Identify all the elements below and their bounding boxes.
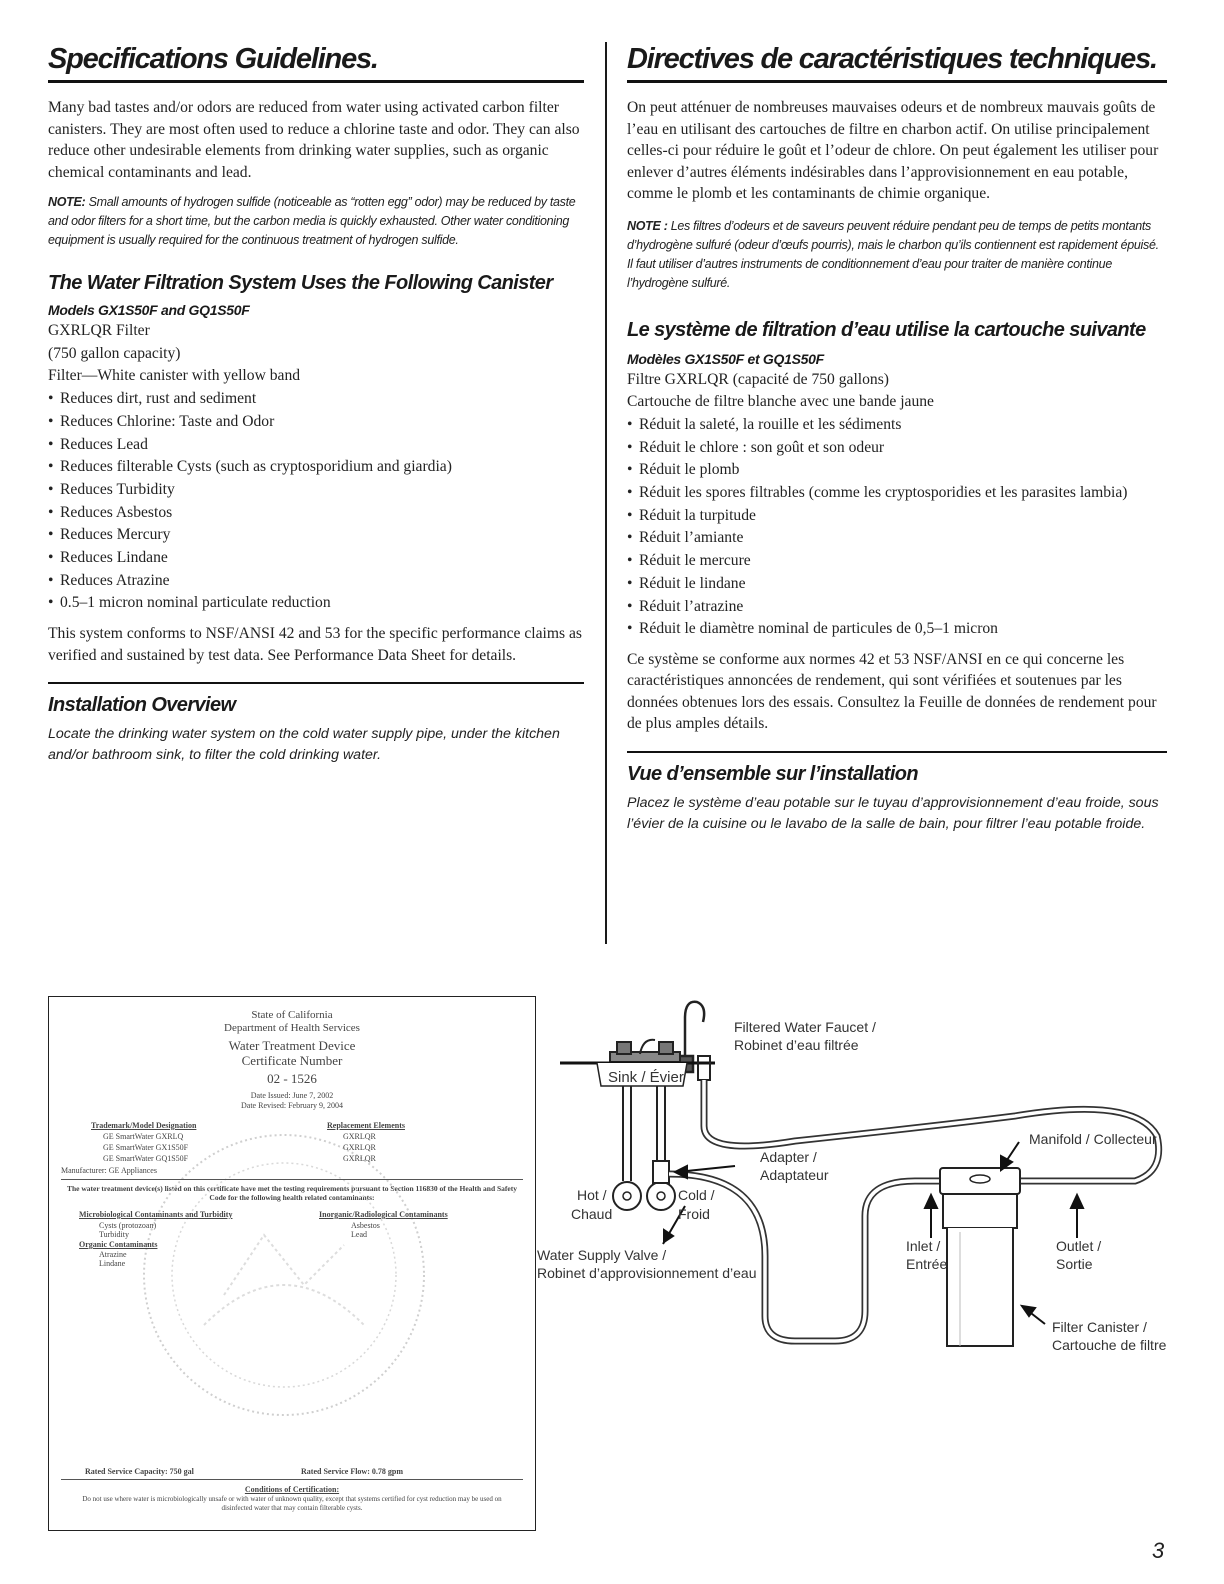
contaminant: Atrazine — [99, 1250, 127, 1259]
list-item: • Réduit le mercure — [627, 550, 1167, 573]
installation-diagram — [535, 996, 1195, 1356]
cert-model: GE SmartWater GXRLQ — [103, 1132, 184, 1141]
capacity-en: (750 gallon capacity) — [48, 344, 181, 362]
contaminant: Lead — [351, 1230, 367, 1239]
outlet-label-fr: Sortie — [1056, 1256, 1093, 1272]
filter-name-fr: Filtre GXRLQR (capacité de 750 gallons) — [627, 370, 889, 388]
cert-model: GE SmartWater GX1S50F — [103, 1143, 189, 1152]
list-item: • Reduces Lindane — [48, 547, 584, 570]
features-list-fr — [627, 414, 1167, 641]
list-item: • Reduces Mercury — [48, 524, 584, 547]
canister-label-fr: Cartouche de filtre — [1052, 1337, 1167, 1353]
section-divider — [627, 751, 1167, 753]
cert-device: Water Treatment Device — [228, 1038, 356, 1053]
filter-canister-icon — [947, 1228, 1013, 1346]
hot-label: Hot / — [577, 1187, 607, 1203]
page-title-en: Specifications Guidelines. — [48, 42, 584, 83]
list-item: • Réduit le lindane — [627, 573, 1167, 596]
cert-issued: Date Issued: June 7, 2002 — [250, 1091, 334, 1100]
install-heading-en: Installation Overview — [48, 694, 236, 717]
micro-header: Microbiological Contaminants and Turbidity — [79, 1210, 233, 1219]
cert-ratings — [61, 1465, 523, 1480]
section-divider — [48, 682, 584, 684]
note-fr — [627, 217, 1167, 293]
cert-contaminants — [61, 1210, 523, 1284]
cert-replacement: GXRLQR — [343, 1154, 376, 1163]
rated-flow: Rated Service Flow: 0.78 gpm — [301, 1467, 403, 1476]
install-text-en: Locate the drinking water system on the cold water supply pipe, under the kitchen and/or bathroom sink, to filter the cold drinking water. — [48, 726, 560, 764]
list-item: • 0.5–1 micron nominal particulate reduction — [48, 592, 584, 615]
canister-heading-en: The Water Filtration System Uses the Following Canister — [48, 272, 553, 294]
adapter-icon — [653, 1161, 669, 1183]
inlet-label-fr: Entrée — [906, 1256, 948, 1272]
features-list-en — [48, 388, 584, 615]
sink-tap-icon — [610, 1040, 680, 1062]
list-item: • Reduces Asbestos — [48, 502, 584, 525]
cert-state: State of California — [251, 1009, 333, 1021]
canister-band — [943, 1194, 1017, 1228]
canister-label: Filter Canister / — [1052, 1319, 1147, 1335]
list-item: • Réduit l’atrazine — [627, 596, 1167, 619]
hot-valve-icon — [613, 1182, 641, 1210]
organic-header: Organic Contaminants — [79, 1240, 158, 1249]
page-title-fr: Directives de caractéristiques techniques. — [627, 42, 1167, 83]
french-column — [627, 42, 1167, 835]
hot-label-fr: Chaud — [571, 1206, 613, 1222]
note-en — [48, 193, 584, 250]
contaminant: Cysts (protozoan) — [99, 1221, 157, 1230]
faucet-stem — [698, 1056, 710, 1080]
list-item: • Reduces Chlorine: Taste and Odor — [48, 411, 584, 434]
intro-fr: On peut atténuer de nombreuses mauvaises odeurs et de nombreux mauvais goûts de l’eau en utilisant des cartouches de filtre en charbon actif. On utilise principalement celles-ci pour réduire le goût et l’odeur de chlore. On peut également les utiliser pour enlever d’autres éléments indésirables dans l’approvisionnement en eau potable, comme le plomb et les contaminants de chimie organique. — [627, 99, 1159, 202]
canister-heading-fr: Le système de filtration d’eau utilise la cartouche suivante — [627, 318, 1146, 341]
note-text-fr: Les filtres d’odeurs et de saveurs peuvent réduire pendant peu de temps de petits montants d’hydrogène sulfuré (odeur d’œufs pourris), mais le charbon qu’ils contiennent est rapidement épuisé. Il faut utiliser d’autres instruments de conditionnement d’eau pour traiter de manière continue l’hydrogène sulfuré. — [627, 218, 1159, 290]
english-column — [48, 42, 584, 766]
contaminant: Turbidity — [99, 1230, 129, 1239]
adapter-label-fr: Adaptateur — [760, 1167, 829, 1183]
cert-replacement: GXRLQR — [343, 1132, 376, 1141]
faucet-label: Filtered Water Faucet / — [734, 1019, 876, 1035]
rated-capacity: Rated Service Capacity: 750 gal — [85, 1467, 194, 1476]
list-item: • Réduit le chlore : son goût et son odeur — [627, 437, 1167, 460]
canister-desc-en: Filter—White canister with yellow band — [48, 367, 301, 385]
outlet-label: Outlet / — [1056, 1238, 1102, 1254]
list-item: • Reduces filterable Cysts (such as cryptosporidium and giardia) — [48, 456, 584, 479]
column-divider — [605, 42, 607, 944]
faucet-label-fr: Robinet d’eau filtrée — [734, 1037, 859, 1053]
list-item: • Reduces Turbidity — [48, 479, 584, 502]
cert-replacement: GXRLQR — [343, 1143, 376, 1152]
intro-en: Many bad tastes and/or odors are reduced from water using activated carbon filter canisters. They are most often used to reduce a chlorine taste and odor. They can also reduce other undesirable elements from drinking water supplies, such as organic chemical contaminants and lead. — [48, 99, 580, 181]
inorganic-header: Inorganic/Radiological Contaminants — [319, 1210, 448, 1219]
supply-valve-label-fr: Robinet d’approvisionnement d’eau — [537, 1265, 757, 1281]
models-en: Models GX1S50F and GQ1S50F — [48, 302, 250, 318]
contaminant: Asbestos — [351, 1221, 380, 1230]
cold-label: Cold / — [678, 1187, 715, 1203]
note-text-en: Small amounts of hydrogen sulfide (noticeable as “rotten egg” odor) may be reduced by taste and odor filters for a short time, but the carbon media is quickly exhausted. Other water conditioning equipment is usually required for the continuous treatment of hydrogen sulfide. — [48, 195, 576, 247]
manifold-icon — [940, 1168, 1020, 1194]
conform-fr: Ce système se conforme aux normes 42 et 53 NSF/ANSI en ce qui concerne les caractéristiques annoncées de rendement, qui sont vérifiées et soutenues par les données obtenues lors des essais. Consultez la Feuille de données de rendement pour de plus amples détails. — [627, 650, 1157, 733]
cert-model-table — [61, 1121, 523, 1180]
list-item: • Réduit les spores filtrables (comme les cryptosporidies et les parasites lambia) — [627, 482, 1167, 505]
note-label-en: NOTE: — [48, 195, 86, 209]
cold-valve-icon — [647, 1182, 675, 1210]
cert-dept: Department of Health Services — [224, 1022, 360, 1034]
install-heading-fr: Vue d’ensemble sur l’installation — [627, 762, 919, 785]
cert-revised: Date Revised: February 9, 2004 — [241, 1101, 343, 1110]
conform-en: This system conforms to NSF/ANSI 42 and 53 for the specific performance claims as verified and sustained by test data. See Performance Data Sheet for details. — [48, 625, 582, 664]
filter-name-en: GXRLQR Filter — [48, 322, 150, 339]
conditions-header: Conditions of Certification: — [244, 1485, 340, 1494]
inlet-label: Inlet / — [906, 1238, 941, 1254]
models-fr: Modèles GX1S50F et GQ1S50F — [627, 350, 824, 367]
replacement-header: Replacement Elements — [327, 1121, 405, 1130]
install-text-fr: Placez le système d’eau potable sur le tuyau d’approvisionnement d’eau froide, sous l’évier de la cuisine ou le lavabo de la salle de bain, pour filtrer l’eau potable froide. — [627, 794, 1159, 832]
canister-desc-fr: Cartouche de filtre blanche avec une bande jaune — [627, 393, 934, 411]
note-label-fr: NOTE : — [627, 218, 668, 233]
california-certificate — [48, 996, 536, 1531]
contaminant: Lindane — [99, 1259, 126, 1268]
list-item: • Reduces Atrazine — [48, 570, 584, 593]
cold-label-fr: Froid — [678, 1206, 710, 1222]
list-item: • Réduit la turpitude — [627, 505, 1167, 528]
list-item: • Réduit la saleté, la rouille et les sédiments — [627, 414, 1167, 437]
list-item: • Reduces Lead — [48, 434, 584, 457]
sink-label: Sink / Évier — [608, 1069, 684, 1086]
list-item: • Réduit le plomb — [627, 459, 1167, 482]
list-item: • Reduces dirt, rust and sediment — [48, 388, 584, 411]
supply-valve-label: Water Supply Valve / — [537, 1247, 667, 1263]
cert-model: GE SmartWater GQ1S50F — [103, 1154, 189, 1163]
page-number: 3 — [1152, 1538, 1165, 1563]
list-item: • Réduit le diamètre nominal de particules de 0,5–1 micron — [627, 618, 1167, 641]
faucet-icon — [679, 1002, 704, 1072]
cert-manufacturer: Manufacturer: GE Appliances — [61, 1166, 157, 1175]
list-item: • Réduit l’amiante — [627, 527, 1167, 550]
manifold-label: Manifold / Collecteur — [1029, 1131, 1157, 1147]
trademark-header: Trademark/Model Designation — [91, 1121, 197, 1130]
cert-statement: The water treatment device(s) listed on this certificate have met the testing requirements pursuant to Section 116830 of the Health and Safety Code for the following health related contaminants: — [66, 1184, 517, 1202]
cert-number: 02 - 1526 — [267, 1071, 317, 1086]
cert-label: Certificate Number — [241, 1053, 343, 1068]
adapter-label: Adapter / — [760, 1149, 817, 1165]
conditions-text: Do not use where water is microbiologically unsafe or with water of unknown quality, except that systems certified for cyst reduction may be used on disinfected water that may contain filterable cysts. — [82, 1495, 502, 1512]
